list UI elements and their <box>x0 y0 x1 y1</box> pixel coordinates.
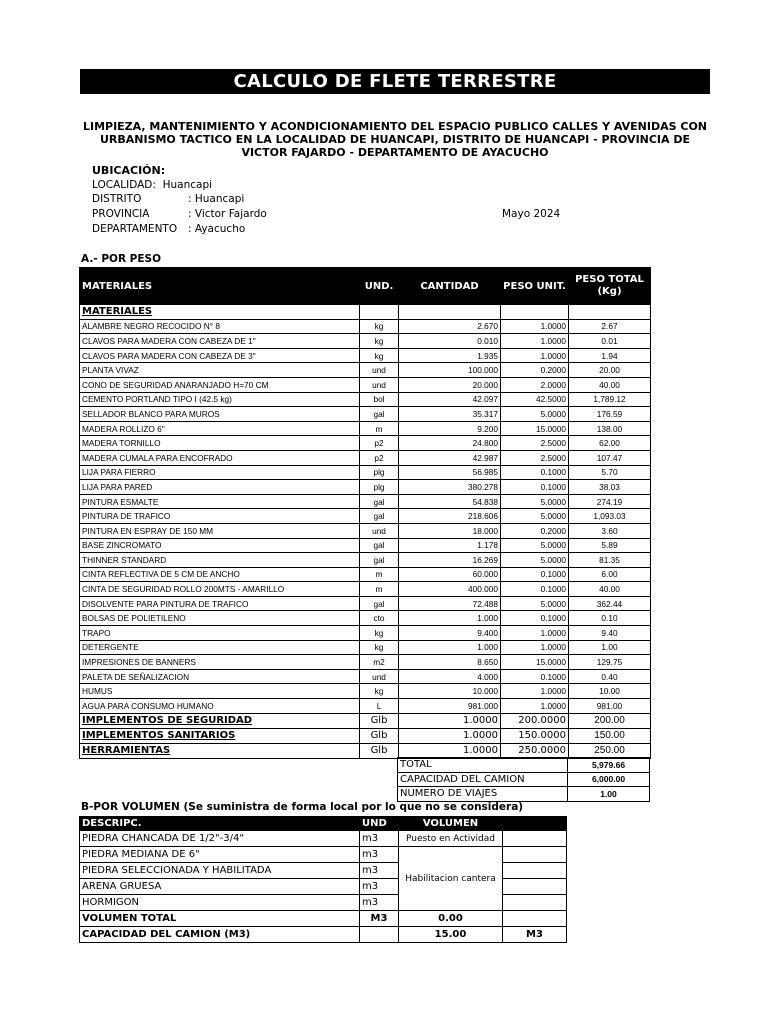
section-a-title: A.- POR PESO <box>81 253 162 265</box>
capacidad-m3-value: 15.00 <box>399 927 503 943</box>
total-value: 5,979.66 <box>568 758 650 773</box>
viajes-row <box>398 787 650 802</box>
material-peso-unit: 5.0000 <box>501 407 569 422</box>
material-cantidad: 10.000 <box>399 684 501 699</box>
volume-und: m3 <box>360 879 399 895</box>
totals-table <box>397 757 650 802</box>
group-und: Glb <box>360 743 399 758</box>
material-name: CLAVOS PARA MADERA CON CABEZA DE 1" <box>80 334 360 349</box>
material-row <box>80 348 651 363</box>
material-name: PINTURA ESMALTE <box>80 494 360 509</box>
material-peso-unit: 0.1000 <box>501 611 569 626</box>
materials-group-row <box>80 305 651 320</box>
material-name: MADERA CUMALA PARA ENCOFRADO <box>80 450 360 465</box>
material-peso-unit: 1.0000 <box>501 699 569 714</box>
material-name: LIJA PARA PARED <box>80 480 360 495</box>
material-und: gal <box>360 538 399 553</box>
material-peso-unit: 5.0000 <box>501 538 569 553</box>
viajes-label: NUMERO DE VIAJES <box>398 787 568 802</box>
material-row <box>80 611 651 626</box>
volumen-total-und: M3 <box>360 911 399 927</box>
material-cantidad: 8.650 <box>399 655 501 670</box>
volume-header-row <box>80 817 567 831</box>
col-header-descripc: DESCRIPC. <box>80 817 360 831</box>
material-cantidad: 42.097 <box>399 392 501 407</box>
material-row <box>80 377 651 392</box>
material-und: gal <box>360 596 399 611</box>
distrito-value: : Huancapi <box>188 193 245 205</box>
material-name: PALETA DE SEÑALIZACION <box>80 669 360 684</box>
material-und: plg <box>360 480 399 495</box>
material-name: AGUA PARA CONSUMO HUMANO <box>80 699 360 714</box>
material-peso-unit: 15.0000 <box>501 421 569 436</box>
material-name: DISOLVENTE PARA PINTURA DE TRAFICO <box>80 596 360 611</box>
material-peso-total: 40.00 <box>569 377 651 392</box>
volume-desc: HORMIGON <box>80 895 360 911</box>
volumen-total-value: 0.00 <box>399 911 503 927</box>
material-name: THINNER STANDARD <box>80 553 360 568</box>
materials-header-row <box>80 268 651 305</box>
material-peso-unit: 1.0000 <box>501 334 569 349</box>
group-peso-unit: 250.0000 <box>501 743 569 758</box>
material-peso-total: 107.47 <box>569 450 651 465</box>
col-header-materiales: MATERIALES <box>80 268 360 305</box>
material-peso-total: 5.70 <box>569 465 651 480</box>
ubicacion-heading: UBICACIÓN: <box>92 164 166 177</box>
material-peso-unit: 5.0000 <box>501 509 569 524</box>
group-peso-unit: 150.0000 <box>501 728 569 743</box>
material-name: IMPRESIONES DE BANNERS <box>80 655 360 670</box>
material-name: DETERGENTE <box>80 640 360 655</box>
material-row <box>80 553 651 568</box>
material-row <box>80 567 651 582</box>
group-peso-total: 250.00 <box>569 743 651 758</box>
capacidad-value: 6,000.00 <box>568 772 650 787</box>
volume-desc: ARENA GRUESA <box>80 879 360 895</box>
habilitacion-cantera: Habilitacion cantera <box>399 847 503 911</box>
volume-row <box>80 831 567 847</box>
material-und: und <box>360 363 399 378</box>
material-cantidad: 380.278 <box>399 480 501 495</box>
col-header-peso-unit: PESO UNIT. <box>501 268 569 305</box>
material-peso-total: 274.19 <box>569 494 651 509</box>
material-peso-total: 138.00 <box>569 421 651 436</box>
capacidad-m3-label: CAPACIDAD DEL CAMION (M3) <box>80 927 360 943</box>
material-name: PLANTA VIVAZ <box>80 363 360 378</box>
localidad-value: Huancapi <box>162 179 213 191</box>
material-row <box>80 626 651 641</box>
material-peso-total: 2.67 <box>569 319 651 334</box>
material-und: p2 <box>360 450 399 465</box>
volume-und: m3 <box>360 895 399 911</box>
col-header-peso-total: PESO TOTAL (Kg) <box>569 268 651 305</box>
material-und: L <box>360 699 399 714</box>
material-peso-unit: 1.0000 <box>501 640 569 655</box>
material-cantidad: 54.838 <box>399 494 501 509</box>
material-cantidad: 9.200 <box>399 421 501 436</box>
material-peso-unit: 0.1000 <box>501 669 569 684</box>
material-row <box>80 407 651 422</box>
material-cantidad: 35.317 <box>399 407 501 422</box>
material-peso-unit: 0.1000 <box>501 582 569 597</box>
material-und: m <box>360 567 399 582</box>
volume-und: m3 <box>360 831 399 847</box>
volume-desc: PIEDRA CHANCADA DE 1/2"-3/4" <box>80 831 360 847</box>
material-name: CEMENTO PORTLAND TIPO I (42.5 kg) <box>80 392 360 407</box>
material-row <box>80 450 651 465</box>
material-row <box>80 640 651 655</box>
material-row <box>80 582 651 597</box>
material-row <box>80 363 651 378</box>
material-name: TRAPO <box>80 626 360 641</box>
material-cantidad: 4.000 <box>399 669 501 684</box>
material-und: und <box>360 377 399 392</box>
material-name: CINTA REFLECTIVA DE 5 CM DE ANCHO <box>80 567 360 582</box>
materials-table <box>79 267 651 759</box>
material-und: gal <box>360 553 399 568</box>
material-peso-total: 1,789.12 <box>569 392 651 407</box>
material-name: CINTA DE SEGURIDAD ROLLO 200MTS - AMARILLO <box>80 582 360 597</box>
material-cantidad: 0.010 <box>399 334 501 349</box>
material-row <box>80 392 651 407</box>
departamento-value: : Ayacucho <box>188 223 246 235</box>
material-peso-total: 20.00 <box>569 363 651 378</box>
material-peso-unit: 0.1000 <box>501 567 569 582</box>
material-peso-unit: 5.0000 <box>501 553 569 568</box>
volume-desc: PIEDRA SELECCIONADA Y HABILITADA <box>80 863 360 879</box>
material-peso-unit: 42.5000 <box>501 392 569 407</box>
material-peso-unit: 2.5000 <box>501 450 569 465</box>
material-und: m <box>360 582 399 597</box>
volume-row <box>80 847 567 863</box>
group-peso-unit: 200.0000 <box>501 713 569 728</box>
material-peso-total: 0.01 <box>569 334 651 349</box>
material-peso-total: 10.00 <box>569 684 651 699</box>
localidad-row <box>92 178 212 193</box>
material-row <box>80 509 651 524</box>
material-und: kg <box>360 334 399 349</box>
material-peso-total: 9.40 <box>569 626 651 641</box>
material-und: kg <box>360 348 399 363</box>
material-cantidad: 100.000 <box>399 363 501 378</box>
material-peso-unit: 0.2000 <box>501 523 569 538</box>
material-und: p2 <box>360 436 399 451</box>
material-row <box>80 436 651 451</box>
material-name: PINTURA DE TRAFICO <box>80 509 360 524</box>
material-row <box>80 699 651 714</box>
material-cantidad: 1.000 <box>399 611 501 626</box>
material-und: plg <box>360 465 399 480</box>
material-name: HUMUS <box>80 684 360 699</box>
material-name: BOLSAS DE POLIETILENO <box>80 611 360 626</box>
provincia-label: PROVINCIA <box>92 208 150 220</box>
material-peso-total: 1.94 <box>569 348 651 363</box>
material-peso-unit: 5.0000 <box>501 596 569 611</box>
material-peso-total: 362.44 <box>569 596 651 611</box>
volume-desc: PIEDRA MEDIANA DE 6" <box>80 847 360 863</box>
material-peso-total: 1,093.03 <box>569 509 651 524</box>
material-peso-total: 176.59 <box>569 407 651 422</box>
material-cantidad: 2.670 <box>399 319 501 334</box>
material-name: PINTURA EN ESPRAY DE 150 MM <box>80 523 360 538</box>
material-peso-total: 981.00 <box>569 699 651 714</box>
material-name: SELLADOR BLANCO PARA MUROS <box>80 407 360 422</box>
material-und: m <box>360 421 399 436</box>
material-peso-total: 129.75 <box>569 655 651 670</box>
puesto-actividad: Puesto en Actividad <box>399 831 503 847</box>
material-peso-unit: 5.0000 <box>501 494 569 509</box>
material-cantidad: 16.269 <box>399 553 501 568</box>
material-row <box>80 421 651 436</box>
provincia-value: : Victor Fajardo <box>188 208 267 220</box>
material-peso-total: 81.35 <box>569 553 651 568</box>
material-cantidad: 1.935 <box>399 348 501 363</box>
material-row <box>80 596 651 611</box>
group-name: IMPLEMENTOS DE SEGURIDAD <box>80 713 360 728</box>
volumen-total-label: VOLUMEN TOTAL <box>80 911 360 927</box>
material-cantidad: 1.178 <box>399 538 501 553</box>
material-und: gal <box>360 509 399 524</box>
material-peso-unit: 2.0000 <box>501 377 569 392</box>
material-peso-unit: 0.1000 <box>501 465 569 480</box>
material-cantidad: 72.488 <box>399 596 501 611</box>
page-title: CALCULO DE FLETE TERRESTRE <box>80 69 710 94</box>
material-und: gal <box>360 407 399 422</box>
material-und: und <box>360 669 399 684</box>
material-und: gal <box>360 494 399 509</box>
col-header-cantidad: CANTIDAD <box>399 268 501 305</box>
section-b-title: B-POR VOLUMEN (Se suministra de forma local por lo que no se considera) <box>81 801 524 813</box>
capacidad-m3-und: M3 <box>503 927 567 943</box>
viajes-value: 1.00 <box>568 787 650 802</box>
group-cantidad: 1.0000 <box>399 713 501 728</box>
material-und: bol <box>360 392 399 407</box>
material-cantidad: 56.985 <box>399 465 501 480</box>
material-peso-unit: 2.5000 <box>501 436 569 451</box>
material-cantidad: 218.606 <box>399 509 501 524</box>
material-peso-unit: 0.1000 <box>501 480 569 495</box>
material-row <box>80 494 651 509</box>
capacidad-row <box>398 772 650 787</box>
material-row <box>80 655 651 670</box>
total-label: TOTAL <box>398 758 568 773</box>
material-name: MADERA TORNILLO <box>80 436 360 451</box>
material-cantidad: 18.000 <box>399 523 501 538</box>
material-und: kg <box>360 626 399 641</box>
material-row <box>80 319 651 334</box>
group-row <box>80 728 651 743</box>
material-row <box>80 669 651 684</box>
group-cantidad: 1.0000 <box>399 743 501 758</box>
material-peso-total: 6.00 <box>569 567 651 582</box>
capacidad-m3-row <box>80 927 567 943</box>
material-peso-total: 0.10 <box>569 611 651 626</box>
material-row <box>80 480 651 495</box>
date: Mayo 2024 <box>502 208 561 220</box>
group-peso-total: 200.00 <box>569 713 651 728</box>
material-name: BASE ZINCROMATO <box>80 538 360 553</box>
material-peso-total: 40.00 <box>569 582 651 597</box>
material-und: und <box>360 523 399 538</box>
departamento-label: DEPARTAMENTO <box>92 223 178 235</box>
material-und: m2 <box>360 655 399 670</box>
material-peso-unit: 1.0000 <box>501 626 569 641</box>
material-und: kg <box>360 319 399 334</box>
group-row <box>80 713 651 728</box>
volume-und: m3 <box>360 847 399 863</box>
material-row <box>80 465 651 480</box>
material-row <box>80 684 651 699</box>
material-cantidad: 60.000 <box>399 567 501 582</box>
material-name: MADERA ROLLIZO 6" <box>80 421 360 436</box>
material-cantidad: 1.000 <box>399 640 501 655</box>
material-peso-total: 1.00 <box>569 640 651 655</box>
group-peso-total: 150.00 <box>569 728 651 743</box>
material-und: cto <box>360 611 399 626</box>
material-cantidad: 24.800 <box>399 436 501 451</box>
col-header-und: UND. <box>360 268 399 305</box>
material-row <box>80 538 651 553</box>
materials-group-label: MATERIALES <box>80 305 360 320</box>
material-cantidad: 20.000 <box>399 377 501 392</box>
group-cantidad: 1.0000 <box>399 728 501 743</box>
material-cantidad: 42.987 <box>399 450 501 465</box>
material-peso-total: 38.03 <box>569 480 651 495</box>
material-row <box>80 523 651 538</box>
volumen-total-row <box>80 911 567 927</box>
volume-table <box>79 816 567 943</box>
group-name: IMPLEMENTOS SANITARIOS <box>80 728 360 743</box>
material-peso-total: 0.40 <box>569 669 651 684</box>
total-row <box>398 758 650 773</box>
distrito-label: DISTRITO <box>92 193 142 205</box>
group-name: HERRAMIENTAS <box>80 743 360 758</box>
group-und: Glb <box>360 728 399 743</box>
col-header-und-b: UND <box>360 817 399 831</box>
material-peso-unit: 0.2000 <box>501 363 569 378</box>
material-und: kg <box>360 684 399 699</box>
volume-und: m3 <box>360 863 399 879</box>
material-name: LIJA PARA FIERRO <box>80 465 360 480</box>
material-cantidad: 400.000 <box>399 582 501 597</box>
material-row <box>80 334 651 349</box>
material-peso-unit: 1.0000 <box>501 319 569 334</box>
material-cantidad: 981.000 <box>399 699 501 714</box>
material-und: kg <box>360 640 399 655</box>
material-peso-unit: 1.0000 <box>501 684 569 699</box>
material-peso-total: 62.00 <box>569 436 651 451</box>
material-cantidad: 9.400 <box>399 626 501 641</box>
material-peso-unit: 1.0000 <box>501 348 569 363</box>
localidad-label: LOCALIDAD: <box>92 179 156 191</box>
group-row <box>80 743 651 758</box>
material-peso-unit: 15.0000 <box>501 655 569 670</box>
material-peso-total: 3.60 <box>569 523 651 538</box>
col-header-volumen: VOLUMEN <box>399 817 503 831</box>
material-peso-total: 5.89 <box>569 538 651 553</box>
project-description: LIMPIEZA, MANTENIMIENTO Y ACONDICIONAMIENTO DEL ESPACIO PUBLICO CALLES Y AVENIDAS CON URBANISMO TACTICO EN LA LOCALIDAD DE HUANCAPI, DISTRITO DE HUANCAPI - PROVINCIA DE VICTOR FAJARDO - DEPARTAMENTO DE AYACUCHO <box>82 120 708 159</box>
material-name: CONO DE SEGURIDAD ANARANJADO H=70 CM <box>80 377 360 392</box>
capacidad-label: CAPACIDAD DEL CAMION <box>398 772 568 787</box>
material-name: CLAVOS PARA MADERA CON CABEZA DE 3" <box>80 348 360 363</box>
material-name: ALAMBRE NEGRO RECOCIDO N° 8 <box>80 319 360 334</box>
group-und: Glb <box>360 713 399 728</box>
